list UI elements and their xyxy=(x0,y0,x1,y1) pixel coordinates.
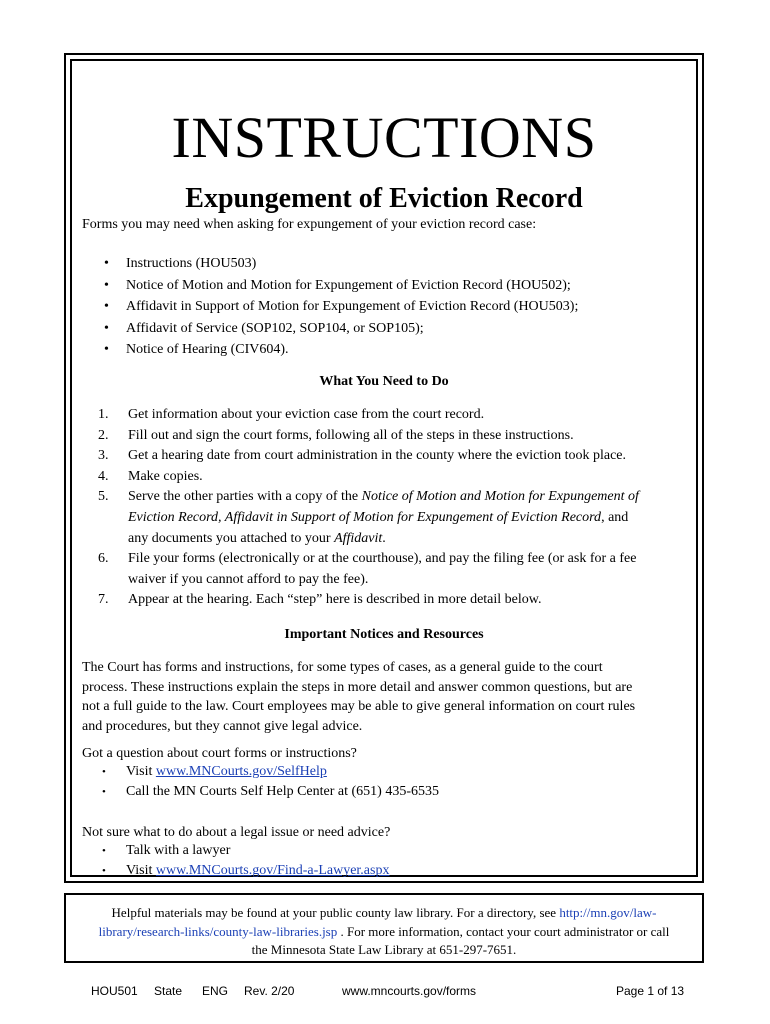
forms-list xyxy=(104,253,578,361)
forms-intro: Forms you may need when asking for expungement of your eviction record case: xyxy=(82,217,537,232)
instructions-inner-frame xyxy=(70,59,698,877)
question-text xyxy=(82,744,357,764)
step-text: any documents you attached to your xyxy=(128,530,335,546)
find-lawyer-link[interactable]: www.MNCourts.gov/Find-a-Lawyer.aspx xyxy=(155,863,390,878)
footer-jurisdiction: State xyxy=(154,984,183,998)
step-text: Get a hearing date from court administration in the county where the eviction took place. xyxy=(128,448,626,464)
what-you-need-heading: What You Need to Do xyxy=(319,374,449,389)
visit-label: Visit xyxy=(126,863,156,878)
form-item: • Affidavit in Support of Motion for Expungement of Eviction Record (HOU503); xyxy=(104,296,578,318)
legal-line: Not sure what to do about a legal issue or need advice? xyxy=(82,825,391,840)
footer-page-number: Page 1 of 13 xyxy=(616,984,685,998)
step-text: Fill out and sign the court forms, following all of the steps in these instructions. xyxy=(128,427,574,443)
self-help-item xyxy=(102,762,439,782)
step-text-line xyxy=(128,487,688,508)
form-title-italic: Affidavit xyxy=(334,530,383,546)
self-help-link[interactable]: www.MNCourts.gov/SelfHelp xyxy=(155,764,327,779)
library-line xyxy=(66,904,702,923)
form-item: • Instructions (HOU503) xyxy=(104,253,578,275)
library-text: . For more information, contact your court administrator or call xyxy=(337,923,670,939)
step-item xyxy=(98,549,688,590)
form-title-italic: Eviction Record, Affidavit in Support of Motion for Expungement of Eviction Record xyxy=(128,509,602,525)
form-item: • Notice of Hearing (CIV604). xyxy=(104,339,578,361)
question-line: Got a question about court forms or instructions? xyxy=(82,746,357,761)
step-item xyxy=(98,487,688,549)
step-number: 4. xyxy=(98,468,109,484)
library-line: the Minnesota State Law Library at 651-297-7651. xyxy=(251,942,517,957)
lawyer-item: • Talk with a lawyer xyxy=(102,841,389,861)
step-number: 2. xyxy=(98,427,109,443)
step-text: Get information about your eviction case from the court record. xyxy=(128,407,485,422)
find-lawyer-item xyxy=(102,861,389,881)
paragraph-line: and procedures, but they cannot give legal advice. xyxy=(82,718,363,734)
step-text: Serve the other parties with a copy of the xyxy=(128,489,362,505)
paragraph-line: process. These instructions explain the steps in more detail and answer common questions, but are xyxy=(82,679,633,695)
form-title-italic: Notice of Motion and Motion for Expungement of xyxy=(361,489,639,505)
step-item xyxy=(98,446,688,467)
step-text-line xyxy=(128,529,688,550)
step-item xyxy=(98,426,688,447)
library-line xyxy=(66,923,702,942)
legal-advice-text xyxy=(82,823,390,843)
footer-language: ENG xyxy=(202,984,229,998)
step-number: 7. xyxy=(98,592,109,608)
visit-label: Visit xyxy=(126,764,156,779)
step-number: 1. xyxy=(98,407,109,422)
footer-form-id: HOU501 xyxy=(91,984,138,998)
notices-heading: Important Notices and Resources xyxy=(284,627,484,642)
step-number: 6. xyxy=(98,551,109,567)
step-text-line: waiver if you cannot afford to pay the fee). xyxy=(128,571,369,587)
legal-resources-list xyxy=(102,841,389,881)
step-number: 5. xyxy=(98,489,109,505)
page-title: INSTRUCTIONS xyxy=(171,105,597,170)
step-text-line xyxy=(128,508,688,529)
library-text: Helpful materials may be found at your public county law library. For a directory, see xyxy=(111,905,560,920)
paragraph-line: not a full guide to the law. Court employees may be able to give general information on court rules xyxy=(82,699,636,714)
step-item xyxy=(98,467,688,488)
help-resources-list xyxy=(102,762,439,802)
step-item xyxy=(98,405,688,426)
step-text: , and xyxy=(601,509,629,525)
step-text: Appear at the hearing. Each “step” here is described in more detail below. xyxy=(128,592,542,608)
step-item xyxy=(98,590,688,611)
footer-revision: Rev. 2/20 xyxy=(244,984,295,998)
steps-list xyxy=(98,405,688,611)
step-text: Make copies. xyxy=(128,468,203,484)
paragraph-line: The Court has forms and instructions, for some types of cases, as a general guide to the court xyxy=(82,660,603,675)
notices-paragraph xyxy=(82,658,635,736)
form-item: • Notice of Motion and Motion for Expungement of Eviction Record (HOU502); xyxy=(104,275,578,297)
law-library-link[interactable]: http://mn.gov/law- xyxy=(559,905,657,920)
instructions-frame xyxy=(64,53,704,883)
step-text: . xyxy=(382,530,386,546)
step-text-line: File your forms (electronically or at the courthouse), and pay the filing fee (or ask for a fee xyxy=(128,551,637,567)
footer-url: www.mncourts.gov/forms xyxy=(342,984,477,998)
step-number: 3. xyxy=(98,448,109,464)
law-library-link[interactable]: library/research-links/county-law-libraries.jsp xyxy=(98,923,338,939)
law-library-box xyxy=(64,893,704,963)
form-item: • Affidavit of Service (SOP102, SOP104, or SOP105); xyxy=(104,318,578,340)
call-item: • Call the MN Courts Self Help Center at (651) 435-6535 xyxy=(102,782,439,802)
page-subtitle: Expungement of Eviction Record xyxy=(185,183,583,214)
